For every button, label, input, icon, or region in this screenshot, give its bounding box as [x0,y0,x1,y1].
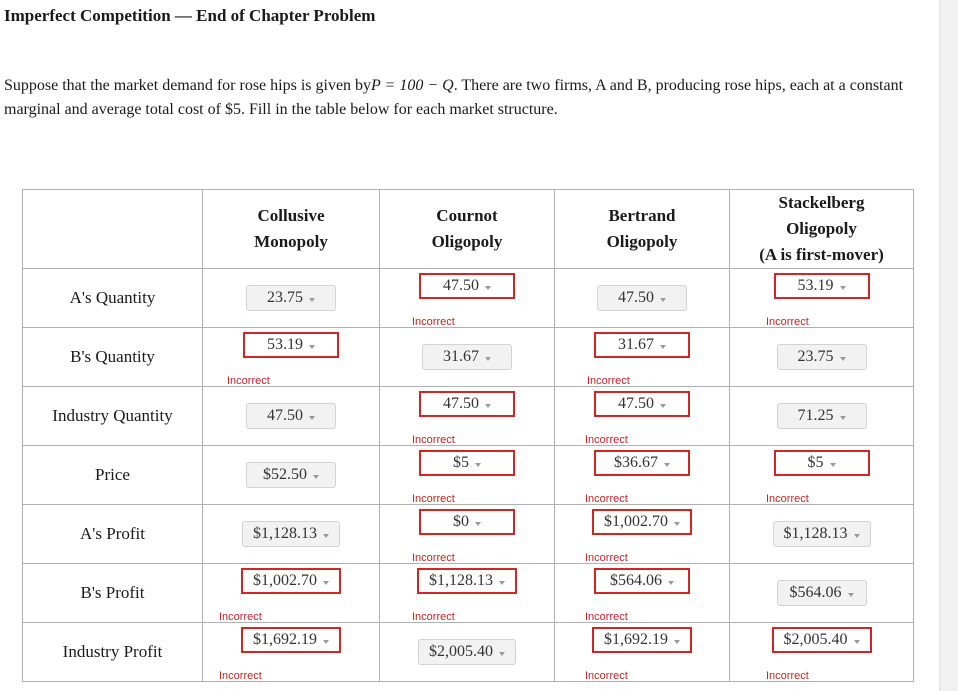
row-label-price: Price [23,446,203,505]
incorrect-feedback: Incorrect [412,552,455,564]
cell-b-profit-cournot-oligopoly [380,564,555,623]
answer-dropdown[interactable] [243,332,339,358]
dropdown-value: $1,128.13 [429,572,493,589]
chevron-down-icon [660,298,666,302]
chevron-down-icon [664,463,670,467]
dropdown-value: 53.19 [797,277,834,294]
dropdown-value: $1,002.70 [253,572,317,589]
incorrect-feedback: Incorrect [766,493,809,505]
cell-industry-quantity-stackelberg-oligopoly [730,387,914,446]
dropdown-value: 47.50 [443,277,479,294]
incorrect-feedback: Incorrect [219,611,262,623]
dropdown-value: 23.75 [797,348,834,365]
page-title: Imperfect Competition — End of Chapter Problem [4,6,376,25]
cell-industry-quantity-bertrand-oligopoly [555,387,730,446]
header-row [23,190,914,269]
incorrect-feedback: Incorrect [412,434,455,446]
dropdown-value: $1,128.13 [253,525,317,542]
dropdown-value: $0 [453,513,469,530]
incorrect-feedback: Incorrect [585,552,628,564]
row-label-a-quantity: A's Quantity [23,269,203,328]
incorrect-feedback: Incorrect [585,434,628,446]
chevron-down-icon [485,404,491,408]
cell-industry-profit-bertrand-oligopoly [555,623,730,682]
incorrect-feedback: Incorrect [766,670,809,682]
chevron-down-icon [309,345,315,349]
dropdown-value: $564.06 [789,584,842,601]
answer-dropdown[interactable] [774,450,870,476]
incorrect-feedback: Incorrect [585,493,628,505]
row-label-b-quantity: B's Quantity [23,328,203,387]
incorrect-feedback: Incorrect [412,611,455,623]
answer-dropdown[interactable] [246,462,336,488]
cell-a-quantity-stackelberg-oligopoly [730,269,914,328]
dropdown-value: $36.67 [614,454,658,471]
answer-dropdown[interactable] [246,403,336,429]
col-header-cournot-oligopoly: Cournot Oligopoly [380,190,555,269]
dropdown-value: $5 [807,454,824,471]
dropdown-value: $52.50 [263,466,307,483]
answer-dropdown[interactable] [777,403,867,429]
table-row [23,564,914,623]
answer-dropdown[interactable] [419,450,515,476]
answer-dropdown[interactable] [594,568,690,594]
cell-price-bertrand-oligopoly [555,446,730,505]
chevron-down-icon [475,522,481,526]
chevron-down-icon [840,286,846,290]
chevron-down-icon [309,298,315,302]
vertical-scrollbar[interactable] [939,0,958,691]
dropdown-value: 31.67 [618,336,654,353]
answer-dropdown[interactable] [246,285,336,311]
answer-dropdown[interactable] [594,332,690,358]
chevron-down-icon [499,652,505,656]
incorrect-feedback: Incorrect [412,493,455,505]
chevron-down-icon [313,475,319,479]
dropdown-value: 31.67 [443,348,479,365]
cell-price-cournot-oligopoly [380,446,555,505]
dropdown-value: 53.19 [267,336,303,353]
dropdown-value: $1,002.70 [604,513,668,530]
chevron-down-icon [674,522,680,526]
chevron-down-icon [323,581,329,585]
cell-a-quantity-bertrand-oligopoly [555,269,730,328]
table-row [23,623,914,682]
chevron-down-icon [854,640,860,644]
table-row [23,328,914,387]
chevron-down-icon [668,581,674,585]
col-header-collusive-monopoly: Collusive Monopoly [203,190,380,269]
incorrect-feedback: Incorrect [227,375,270,387]
col-header-stackelberg-oligopoly: Stackelberg Oligopoly (A is first-mover) [730,190,914,269]
dropdown-value: 47.50 [618,395,654,412]
answer-dropdown[interactable] [422,344,512,370]
cell-price-collusive-monopoly [203,446,380,505]
cell-industry-quantity-collusive-monopoly [203,387,380,446]
answer-dropdown[interactable] [419,273,515,299]
incorrect-feedback: Incorrect [219,670,262,682]
dropdown-value: $2,005.40 [783,631,848,648]
answer-dropdown[interactable] [419,391,515,417]
chevron-down-icon [674,640,680,644]
dropdown-value: 47.50 [443,395,479,412]
cell-b-quantity-cournot-oligopoly [380,328,555,387]
answer-dropdown[interactable] [774,273,870,299]
corner-cell [23,190,203,269]
cell-b-profit-bertrand-oligopoly [555,564,730,623]
incorrect-feedback: Incorrect [585,670,628,682]
problem-text-after: . There are two firms, A and B, producing rose hips, each at a constant marginal and average total cost of $5. Fill in the table below for each market structure. [4,77,904,118]
dropdown-value: 47.50 [618,289,654,306]
dropdown-value: $2,005.40 [429,643,493,660]
dropdown-value: 23.75 [267,289,303,306]
chevron-down-icon [840,357,846,361]
cell-b-quantity-stackelberg-oligopoly [730,328,914,387]
answer-dropdown[interactable] [597,285,687,311]
cell-industry-profit-cournot-oligopoly [380,623,555,682]
answer-dropdown[interactable] [592,509,692,535]
incorrect-feedback: Incorrect [766,316,809,328]
cell-a-quantity-cournot-oligopoly [380,269,555,328]
answer-dropdown[interactable] [777,580,867,606]
row-label-b-profit: B's Profit [23,564,203,623]
answer-dropdown[interactable] [417,568,517,594]
answer-dropdown[interactable] [594,391,690,417]
answer-dropdown[interactable] [419,509,515,535]
dropdown-value: 47.50 [267,407,303,424]
demand-equation: P = 100 − Q [371,77,454,94]
incorrect-feedback: Incorrect [587,375,630,387]
problem-statement [4,74,934,122]
col-header-bertrand-oligopoly: Bertrand Oligopoly [555,190,730,269]
table-row [23,269,914,328]
cell-b-profit-collusive-monopoly [203,564,380,623]
answer-dropdown[interactable] [242,521,340,547]
chevron-down-icon [323,640,329,644]
problem-text-before: Suppose that the market demand for rose hips is given by [4,77,372,94]
table-row [23,387,914,446]
cell-a-profit-cournot-oligopoly [380,505,555,564]
market-structure-table [22,189,914,682]
answer-dropdown[interactable] [418,639,516,665]
chevron-down-icon [830,463,836,467]
cell-b-quantity-bertrand-oligopoly [555,328,730,387]
incorrect-feedback: Incorrect [412,316,455,328]
chevron-down-icon [475,463,481,467]
dropdown-value: $1,692.19 [253,631,317,648]
answer-dropdown[interactable] [592,627,692,653]
row-label-industry-quantity: Industry Quantity [23,387,203,446]
cell-price-stackelberg-oligopoly [730,446,914,505]
dropdown-value: $1,128.13 [783,525,848,542]
chevron-down-icon [485,357,491,361]
answer-dropdown[interactable] [241,568,341,594]
answer-dropdown[interactable] [777,344,867,370]
cell-industry-profit-collusive-monopoly [203,623,380,682]
cell-a-profit-bertrand-oligopoly [555,505,730,564]
cell-a-profit-collusive-monopoly [203,505,380,564]
chevron-down-icon [499,581,505,585]
chevron-down-icon [854,534,860,538]
chevron-down-icon [485,286,491,290]
row-label-industry-profit: Industry Profit [23,623,203,682]
chevron-down-icon [660,345,666,349]
cell-a-profit-stackelberg-oligopoly [730,505,914,564]
answer-dropdown[interactable] [241,627,341,653]
table-row [23,505,914,564]
dropdown-value: $5 [453,454,469,471]
answer-dropdown[interactable] [773,521,871,547]
table-row [23,446,914,505]
row-label-a-profit: A's Profit [23,505,203,564]
incorrect-feedback: Incorrect [585,611,628,623]
cell-b-quantity-collusive-monopoly [203,328,380,387]
chevron-down-icon [323,534,329,538]
cell-industry-profit-stackelberg-oligopoly [730,623,914,682]
answer-dropdown[interactable] [772,627,872,653]
cell-b-profit-stackelberg-oligopoly [730,564,914,623]
dropdown-value: $564.06 [610,572,662,589]
cell-industry-quantity-cournot-oligopoly [380,387,555,446]
answer-dropdown[interactable] [594,450,690,476]
dropdown-value: 71.25 [797,407,834,424]
chevron-down-icon [309,416,315,420]
dropdown-value: $1,692.19 [604,631,668,648]
cell-a-quantity-collusive-monopoly [203,269,380,328]
chevron-down-icon [840,416,846,420]
chevron-down-icon [848,593,854,597]
chevron-down-icon [660,404,666,408]
